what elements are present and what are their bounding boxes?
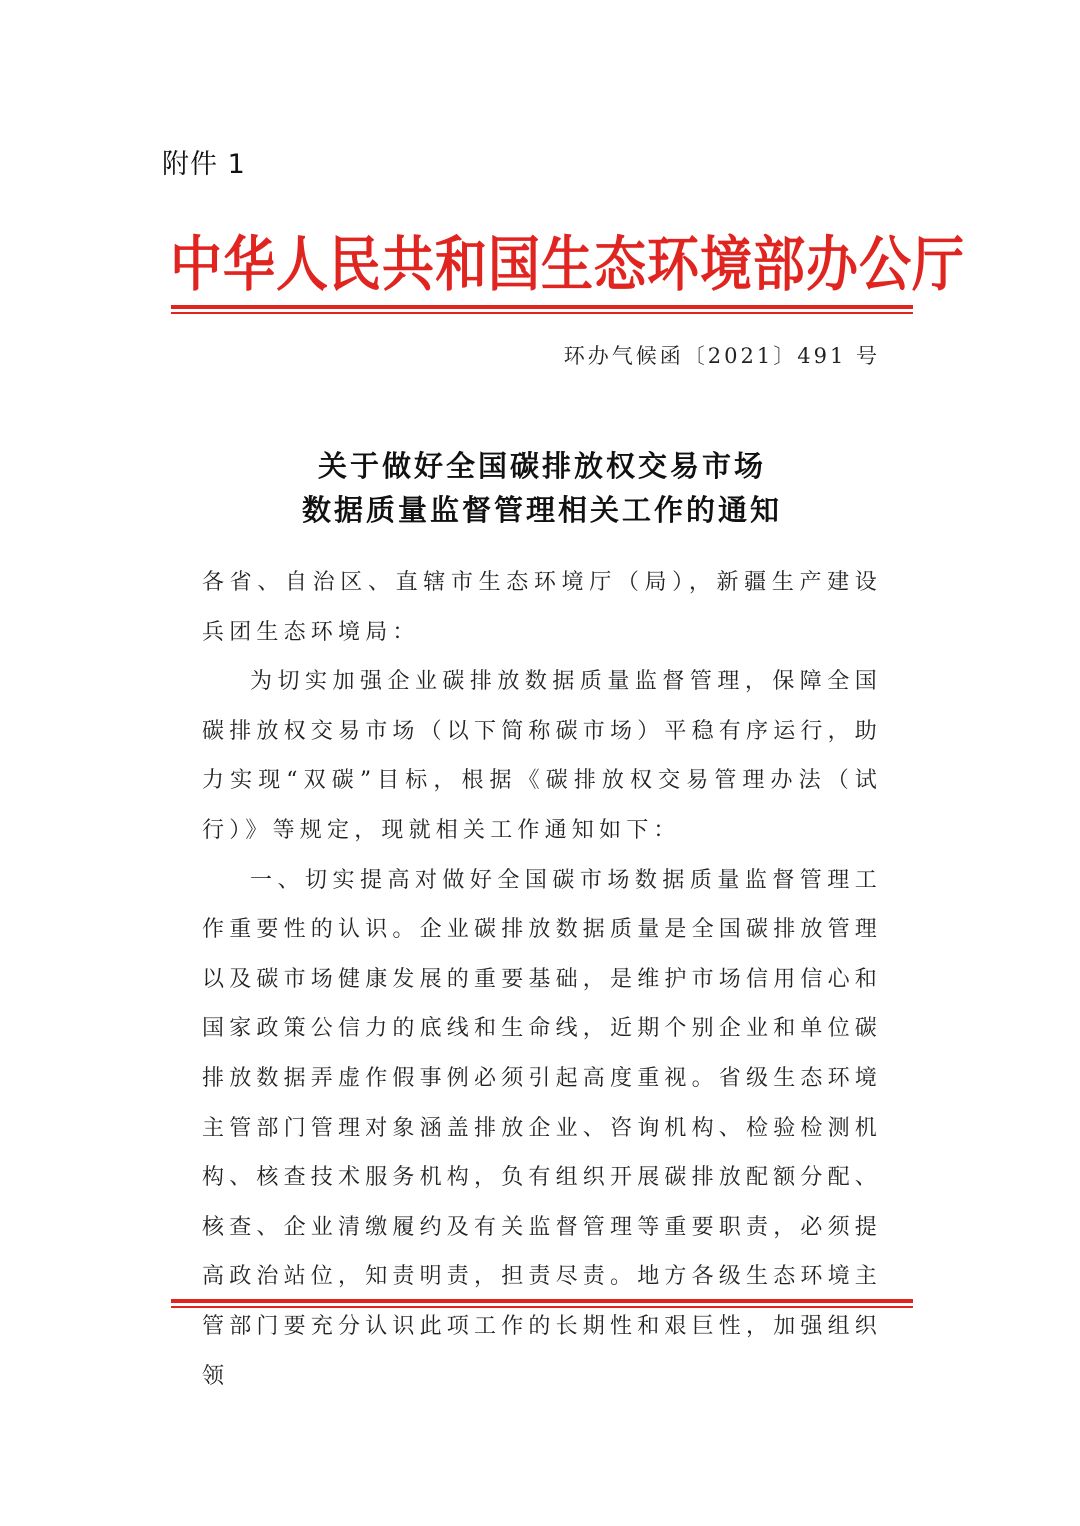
title-line-2: 数据质量监督管理相关工作的通知: [301, 493, 782, 527]
red-divider-thin: [171, 312, 913, 314]
document-title: [170, 444, 914, 532]
red-divider-thick: [171, 305, 913, 309]
document-number: 环办气候函〔2021〕491 号: [563, 344, 880, 368]
red-divider-bottom: [171, 1299, 913, 1308]
title-line-1: 关于做好全国碳排放权交易市场: [317, 449, 766, 483]
red-divider-top: [171, 305, 913, 314]
body-paragraph: 为切实加强企业碳排放数据质量监督管理，保障全国碳排放权交易市场（以下简称碳市场）平稳有序运行，助力实现“双碳”目标，根据《碳排放权交易管理办法（试行）》等规定，现就相关工作通知如下：: [202, 669, 883, 843]
body-paragraph: 一、切实提高对做好全国碳市场数据质量监督管理工作重要性的认识。企业碳排放数据质量是全国碳排放管理以及碳市场健康发展的重要基础，是维护市场信用信心和国家政策公信力的底线和生命线，近期个别企业和单位碳排放数据弄虚作假事例必须引起高度重视。省级生态环境主管部门管理对象涵盖排放企业、咨询机构、检验检测机构、核查技术服务机构，负有组织开展碳排放配额分配、核查、企业清缴履约及有关监督管理等重要职责，必须提高政治站位，知责明责，担责尽责。地方各级生态环境主管部门要充分认识此项工作的长期性和艰巨性，加强组织领: [202, 867, 883, 1389]
red-divider-thick: [171, 1299, 913, 1303]
red-divider-thin: [171, 1306, 913, 1308]
salutation: 各省、自治区、直辖市生态环境厅（局），新疆生产建设兵团生态环境局：: [202, 570, 882, 645]
attachment-label: 附件 1: [162, 149, 246, 180]
issuer-header: 中华人民共和国生态环境部办公厅: [170, 229, 966, 300]
document-body: [202, 558, 882, 1401]
